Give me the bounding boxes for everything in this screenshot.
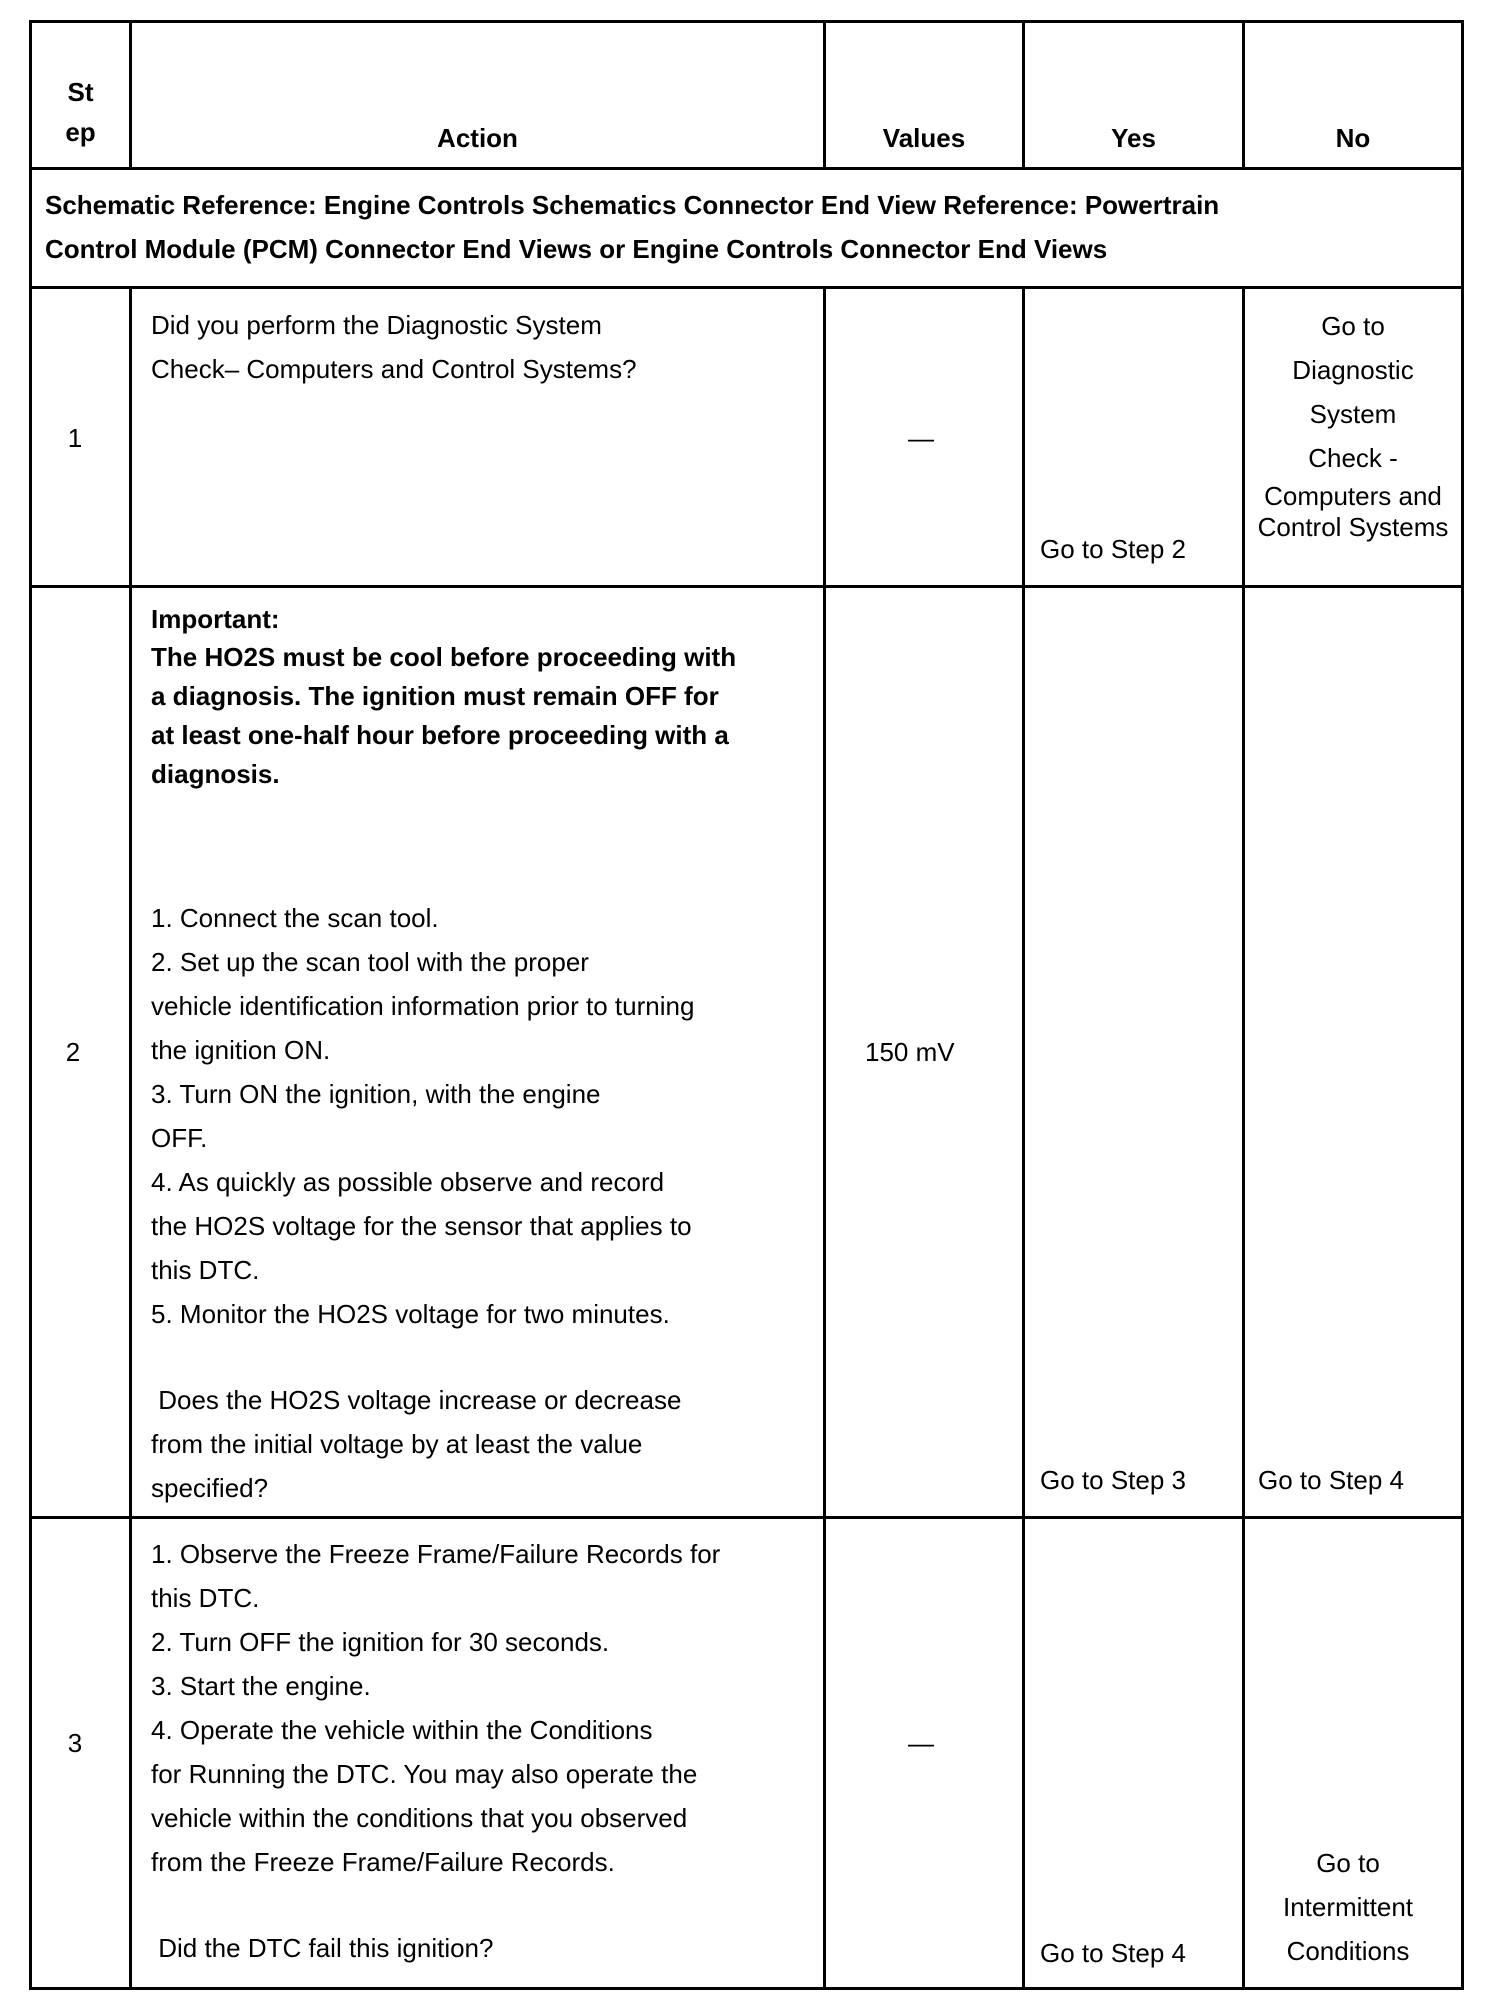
row2-important-line: a diagnosis. The ignition must remain OFF for — [151, 681, 719, 711]
rule-left — [29, 20, 32, 1990]
rule-reference-bottom — [29, 286, 1464, 289]
row2-step-line: OFF. — [151, 1123, 208, 1153]
row2-important-line: diagnosis. — [151, 759, 280, 789]
rule-header-bottom — [29, 167, 1464, 170]
rule-top — [29, 20, 1464, 23]
rule-row1-bottom — [29, 585, 1464, 588]
row2-important-label: Important: — [151, 604, 280, 634]
row2-step: 2 — [65, 1037, 81, 1067]
row3-step-line: 4. Operate the vehicle within the Conditions — [151, 1715, 653, 1745]
row2-step-line: 4. As quickly as possible observe and record — [151, 1167, 665, 1197]
row2-important-line: The HO2S must be cool before proceeding with — [151, 642, 737, 672]
rule-right — [1461, 20, 1464, 1990]
reference-line-2: Control Module (PCM) Connector End Views or Engine Controls Connector End Views — [45, 234, 1108, 264]
row1-no-line: Computers and — [1264, 481, 1442, 511]
header-values: Values — [882, 123, 966, 153]
row3-step-line: this DTC. — [151, 1583, 260, 1613]
reference-line-1: Schematic Reference: Engine Controls Schematics Connector End View Reference: Powertrain — [45, 190, 1220, 220]
row2-no: Go to Step 4 — [1258, 1465, 1404, 1495]
row3-no-line: Go to — [1316, 1848, 1380, 1878]
row1-step: 1 — [67, 423, 83, 453]
row1-action — [132, 303, 823, 391]
row3-step-line: for Running the DTC. You may also operate the — [151, 1759, 698, 1789]
row2-step-line: this DTC. — [151, 1255, 260, 1285]
row3-no-line: Conditions — [1286, 1936, 1410, 1966]
row1-action-line: Check– Computers and Control Systems? — [151, 354, 637, 384]
row2-step-line: the HO2S voltage for the sensor that applies to — [151, 1211, 692, 1241]
row2-important-line: at least one-half hour before proceeding with a — [151, 720, 729, 750]
row3-step: 3 — [67, 1728, 83, 1758]
row3-step-line: 2. Turn OFF the ignition for 30 seconds. — [151, 1627, 610, 1657]
row2-action — [132, 600, 823, 1510]
header-yes: Yes — [1111, 123, 1156, 153]
row1-no — [1245, 304, 1461, 542]
row2-yes: Go to Step 3 — [1040, 1465, 1186, 1495]
row2-values: 150 mV — [865, 1037, 955, 1067]
row1-no-line: Check - — [1308, 443, 1398, 473]
row1-no-line: Diagnostic — [1292, 355, 1414, 385]
row2-question-line: Does the HO2S voltage increase or decrease — [151, 1385, 682, 1415]
row1-no-line: Control Systems — [1257, 512, 1449, 542]
row3-action — [132, 1532, 823, 1970]
header-step — [32, 72, 129, 152]
row3-step-line: 3. Start the engine. — [151, 1671, 371, 1701]
rule-bottom — [29, 1987, 1464, 1990]
rule-col3-body — [1022, 286, 1025, 1990]
row3-step-line: 1. Observe the Freeze Frame/Failure Records for — [151, 1539, 721, 1569]
header-step-line2: ep — [65, 117, 96, 147]
row1-action-line: Did you perform the Diagnostic System — [151, 310, 602, 340]
row3-no-line: Intermittent — [1282, 1892, 1414, 1922]
row3-values: — — [908, 1728, 934, 1758]
row1-values: — — [908, 423, 934, 453]
header-action: Action — [437, 123, 518, 153]
row2-step-line: 3. Turn ON the ignition, with the engine — [151, 1079, 601, 1109]
row2-step-line: 1. Connect the scan tool. — [151, 903, 439, 933]
row2-step-line: the ignition ON. — [151, 1035, 331, 1065]
row1-yes: Go to Step 2 — [1040, 534, 1186, 564]
row3-yes: Go to Step 4 — [1040, 1938, 1186, 1968]
row3-question: Did the DTC fail this ignition? — [151, 1933, 494, 1963]
rule-row2-bottom — [29, 1516, 1464, 1519]
row2-question-line: from the initial voltage by at least the value — [151, 1429, 643, 1459]
row1-no-line: Go to — [1321, 311, 1385, 341]
row3-step-line: from the Freeze Frame/Failure Records. — [151, 1847, 615, 1877]
row1-no-line: System — [1309, 399, 1397, 429]
row2-step-line: vehicle identification information prior to turning — [151, 991, 695, 1021]
schematic-reference — [45, 183, 1455, 271]
row3-step-line: vehicle within the conditions that you observed — [151, 1803, 688, 1833]
row3-no — [1245, 1841, 1451, 1973]
diagnostic-table — [29, 20, 1464, 1990]
row2-question-line: specified? — [151, 1473, 269, 1503]
header-no: No — [1335, 123, 1371, 153]
row2-step-line: 5. Monitor the HO2S voltage for two minutes. — [151, 1299, 670, 1329]
row2-step-line: 2. Set up the scan tool with the proper — [151, 947, 589, 977]
header-step-line1: St — [67, 77, 94, 107]
